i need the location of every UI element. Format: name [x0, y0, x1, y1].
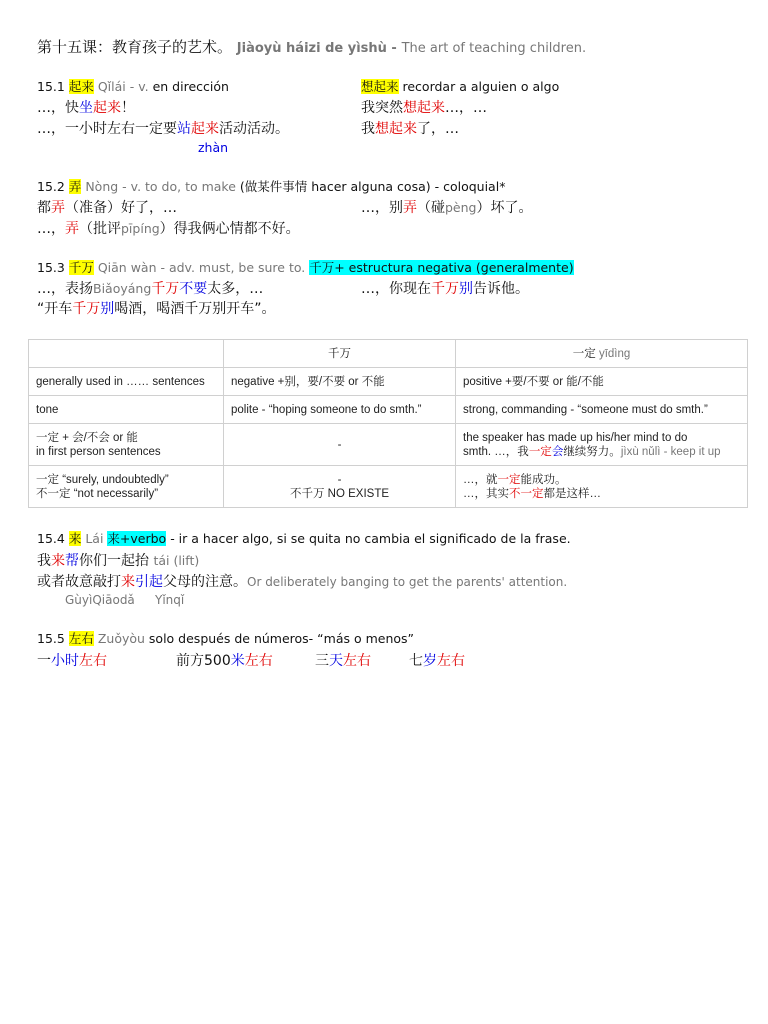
keyword: 想起来 — [403, 100, 445, 116]
text: …，其实 — [463, 487, 509, 500]
table-row — [29, 396, 748, 424]
example-phrase — [176, 650, 273, 670]
text: …，别 — [361, 200, 403, 216]
keyword-pinyin: Qiān wàn - adv. must, be sure to. — [97, 260, 306, 275]
text: 或者故意敲打 — [37, 574, 121, 590]
text: …，… — [445, 100, 487, 116]
text: 都是这样… — [543, 487, 601, 500]
table-cell: generally used in …… sentences — [29, 368, 224, 396]
table-cell — [29, 466, 224, 508]
table-cell: negative +别，要/不要 or 不能 — [224, 368, 456, 396]
keyword-pinyin: Nòng - v. to do, to make — [85, 179, 236, 194]
text: …， — [37, 221, 65, 237]
unit: 米 — [230, 653, 245, 669]
example-sentence — [361, 197, 532, 217]
text: 继续努力。 — [563, 445, 621, 458]
text: 一定 “surely, undoubtedly” — [36, 473, 169, 486]
text: 我突然 — [361, 100, 403, 116]
example-sentence — [37, 197, 177, 217]
section-15-3-header — [37, 258, 574, 276]
table-cell: polite - “hoping someone to do smth.” — [224, 396, 456, 424]
unit: 天 — [329, 653, 343, 669]
text: ）坏了。 — [476, 200, 533, 216]
title-chinese: 第十五课：教育孩子的艺术。 — [37, 38, 233, 56]
keyword: 一定 — [528, 445, 552, 458]
section-15-2-header — [37, 177, 505, 195]
verb: 帮 — [65, 553, 79, 569]
example-sentence — [37, 278, 263, 298]
keyword: 弄 — [65, 221, 79, 237]
unit: 岁 — [423, 653, 437, 669]
text: 活动活动。 — [219, 121, 289, 137]
keyword-meaning: (做某件事情 hacer alguna cosa) - coloquial* — [239, 179, 506, 194]
text: smth. …，我 — [463, 445, 529, 458]
table-cell — [456, 466, 748, 508]
example-sentence — [37, 118, 289, 138]
negation: 别 — [100, 301, 115, 317]
pinyin-note: pīpíng — [121, 221, 160, 236]
lesson-title — [37, 36, 586, 57]
table-cell — [456, 424, 748, 466]
keyword: 左右 — [68, 631, 94, 646]
keyword-meaning: en dirección — [152, 79, 229, 94]
negation: 别 — [459, 281, 473, 297]
text: - — [337, 473, 342, 486]
verb: 引起 — [135, 574, 163, 590]
text: 告诉他。 — [473, 281, 529, 297]
header-qianwan: 千万 — [328, 347, 351, 360]
keyword: 弄 — [403, 200, 417, 216]
section-15-4-header — [37, 529, 571, 547]
example-sentence — [37, 550, 199, 570]
table-header-cell — [29, 340, 224, 368]
example-sentence — [37, 298, 276, 318]
keyword: 来 — [51, 553, 65, 569]
keyword: 不一定 — [509, 487, 544, 500]
text: 三 — [315, 653, 329, 669]
negation: 不要 — [179, 281, 208, 297]
section-number: 15.1 — [37, 79, 65, 94]
text: 我 — [361, 121, 375, 137]
keyword: 弄 — [68, 179, 82, 194]
text: 七 — [409, 653, 423, 669]
section-number: 15.3 — [37, 260, 65, 275]
example-phrase — [37, 650, 107, 670]
text: 一 — [37, 653, 51, 669]
text: 都 — [37, 200, 51, 216]
keyword: 千万 — [68, 260, 94, 275]
text: （批评 — [79, 221, 121, 237]
title-english: The art of teaching children. — [401, 41, 587, 56]
keyword-pinyin: Lái — [85, 531, 104, 546]
keyword: 左右 — [79, 653, 107, 669]
translation: Or deliberately banging to get the parents' attention. — [247, 575, 568, 589]
keyword-meaning: solo después de números- “más o menos” — [148, 631, 415, 646]
section-15-5-header — [37, 629, 414, 647]
text: the speaker has made up his/her mind to do — [463, 431, 688, 444]
keyword: 弄 — [51, 200, 65, 216]
modal: 会 — [551, 445, 564, 458]
comparison-table — [28, 339, 748, 508]
text: 太多，… — [207, 281, 264, 297]
text: 能成功。 — [520, 473, 567, 486]
example-sentence — [37, 218, 300, 238]
text: …，一小时左右一定要 — [37, 121, 177, 137]
table-header-row — [29, 340, 748, 368]
example-phrase — [315, 650, 371, 670]
keyword: 想起来 — [361, 79, 399, 94]
table-header-cell — [456, 340, 748, 368]
table-row — [29, 424, 748, 466]
pinyin-note: tái (lift) — [153, 553, 200, 568]
table-row — [29, 368, 748, 396]
keyword-meaning: - ir a hacer algo, si se quita no cambia el significado de la frase. — [170, 531, 571, 546]
keyword-pinyin: Zuǒyòu — [97, 631, 145, 646]
pinyin-note: GùyìQiāodǎ — [65, 593, 135, 607]
text: …，表扬 — [37, 281, 93, 297]
keyword: 起来 — [191, 121, 219, 137]
example-sentence — [361, 97, 487, 117]
table-cell: positive +要/不要 or 能/不能 — [456, 368, 748, 396]
text: 我 — [37, 553, 51, 569]
keyword: 千万 — [72, 301, 101, 317]
keyword: 左右 — [343, 653, 371, 669]
header-yiding: 一定 — [572, 347, 596, 360]
text: …，就 — [463, 473, 498, 486]
example-sentence — [37, 97, 135, 117]
text: 前方500 — [176, 653, 231, 669]
text: （碰 — [417, 200, 445, 216]
section-15-1-right-header — [361, 77, 559, 95]
text: ！ — [121, 100, 135, 116]
pinyin-note: Biǎoyáng — [93, 281, 152, 296]
keyword: 千万 — [151, 281, 180, 297]
keyword: 一定 — [497, 473, 521, 486]
keyword: 左右 — [244, 653, 273, 669]
keyword: 来 — [121, 574, 135, 590]
text: （准备）好了，… — [65, 200, 177, 216]
verb: 站 — [177, 121, 191, 137]
verb: 坐 — [79, 100, 93, 116]
table-row — [29, 466, 748, 508]
keyword: 起来 — [68, 79, 94, 94]
text: 你们一起抬 — [79, 553, 149, 569]
text: ）得我俩心情都不好。 — [159, 221, 300, 237]
keyword-meaning: recordar a alguien o algo — [402, 79, 560, 94]
grammar-structure: 来+verbo — [107, 531, 167, 546]
keyword: 来 — [68, 531, 82, 546]
keyword: 千万 — [431, 281, 459, 297]
pinyin-note: pèng — [445, 200, 477, 215]
title-pinyin: Jiàoyù háizi de yìshù - — [236, 41, 397, 56]
header-yiding-pinyin: yīdìng — [598, 347, 631, 360]
section-15-1-header — [37, 77, 229, 95]
keyword: 起来 — [93, 100, 121, 116]
example-sentence — [361, 118, 459, 138]
text: 不千万 NO EXISTE — [289, 487, 390, 500]
section-number: 15.5 — [37, 631, 65, 646]
example-sentence — [361, 278, 529, 298]
pinyin-note: zhàn — [198, 140, 229, 155]
section-number: 15.2 — [37, 179, 65, 194]
pinyin-note: jìxù nǔlì - keep it up — [620, 445, 721, 458]
table-cell: strong, commanding - “someone must do smth.” — [456, 396, 748, 424]
keyword: 左右 — [437, 653, 465, 669]
grammar-structure: 千万+ estructura negativa (generalmente) — [309, 260, 574, 275]
table-header-cell — [224, 340, 456, 368]
text: 喝酒，喝酒千万别开车”。 — [114, 301, 276, 317]
text: “开车 — [37, 301, 73, 317]
text: 不一定 “not necessarily” — [36, 487, 159, 500]
text: 了，… — [417, 121, 459, 137]
text: …，你现在 — [361, 281, 431, 297]
text: 一定 + 会/不会 or 能 — [36, 431, 138, 444]
table-cell: tone — [29, 396, 224, 424]
text: 父母的注意。 — [163, 574, 247, 590]
keyword-pinyin: Qǐlái - v. — [97, 79, 149, 94]
example-sentence — [37, 571, 567, 591]
table-cell: - — [224, 424, 456, 466]
unit: 小时 — [51, 653, 79, 669]
text: …，快 — [37, 100, 79, 116]
keyword: 想起来 — [375, 121, 417, 137]
pinyin-note: Yǐnqǐ — [155, 593, 185, 607]
section-number: 15.4 — [37, 531, 65, 546]
example-phrase — [409, 650, 465, 670]
table-cell — [224, 466, 456, 508]
table-cell — [29, 424, 224, 466]
text: in first person sentences — [36, 445, 161, 458]
